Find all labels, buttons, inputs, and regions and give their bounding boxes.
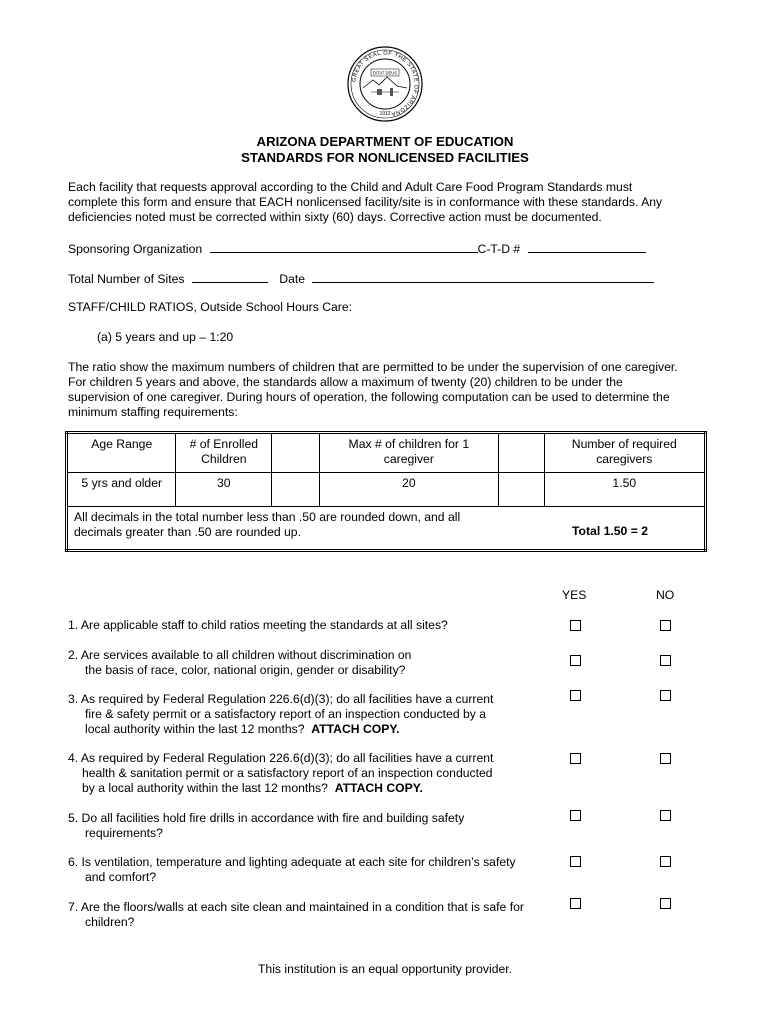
ctd-field[interactable] [528,240,646,253]
cell-blank-2 [498,473,544,507]
page-subtitle: STANDARDS FOR NONLICENSED FACILITIES [241,150,529,165]
q5-no-checkbox[interactable] [660,810,671,821]
q6-no-checkbox[interactable] [660,856,671,867]
q1-no-checkbox[interactable] [660,620,671,631]
q2-no-checkbox[interactable] [660,655,671,666]
sponsoring-org-label: Sponsoring Organization [68,242,203,256]
cell-age: 5 yrs and older [67,473,176,507]
svg-text:GREAT SEAL OF THE STATE OF ARI [351,50,418,116]
ratio-explanation [68,360,708,420]
no-column-header: NO [656,588,675,602]
q2-yes-checkbox[interactable] [570,655,581,666]
q4-no-checkbox[interactable] [660,753,671,764]
question-5: 5. Do all facilities hold fire drills in accordance with fire and building safety requirements? [68,811,465,840]
question-6: 6. Is ventilation, temperature and lighting adequate at each site for children’s safety and comfort? [68,855,516,884]
header-required-caregivers: Number of required caregivers [544,433,705,473]
seal-ring-text: GREAT SEAL OF THE STATE OF ARIZONA [351,50,419,117]
question-2: 2. Are services available to all children without discrimination on the basis of race, color, national origin, gender or disability? [68,648,412,677]
cell-max: 20 [319,473,498,507]
table-row [67,473,706,507]
question-7: 7. Are the floors/walls at each site clean and maintained in a condition that is safe for children? [68,900,524,929]
date-field[interactable] [312,270,654,283]
intro-line-3: deficiencies noted must be corrected within sixty (60) days. Corrective action must be documented. [68,210,602,224]
header-blank-2 [498,433,544,473]
sponsoring-org-row [68,240,646,257]
q7-no-checkbox[interactable] [660,898,671,909]
ctd-label: C-T-D # [477,242,521,256]
explain-line-1: The ratio show the maximum numbers of children that are permitted to be under the supervision of one caregiver. [68,360,678,374]
cell-required: 1.50 [544,473,705,507]
yes-column-header: YES [562,588,587,602]
page-title: ARIZONA DEPARTMENT OF EDUCATION [256,134,514,149]
header-blank-1 [272,433,320,473]
explain-line-4: minimum staffing requirements: [68,405,238,419]
explain-line-2: For children 5 years and above, the standards allow a maximum of twenty (20) children to be under the [68,375,623,389]
sponsoring-org-field[interactable] [210,240,478,253]
sites-date-row [68,270,654,287]
header-max-children: Max # of children for 1 caregiver [319,433,498,473]
total-sites-field[interactable] [192,270,268,283]
seal-year: 1912 [379,111,391,117]
cell-enrolled: 30 [176,473,272,507]
header-enrolled: # of Enrolled Children [176,433,272,473]
ratios-heading: STAFF/CHILD RATIOS, Outside School Hours Care: [68,300,353,314]
q4-yes-checkbox[interactable] [570,753,581,764]
question-1: 1. Are applicable staff to child ratios meeting the standards at all sites? [68,618,448,632]
intro-line-2: complete this form and ensure that EACH nonlicensed facility/site is in conformance with these standards. Any [68,195,663,209]
explain-line-3: supervision of one caregiver. During hours of operation, the following computation can be used to determine the [68,390,670,404]
q6-yes-checkbox[interactable] [570,856,581,867]
question-3: 3. As required by Federal Regulation 226.6(d)(3); do all facilities have a current fire & safety permit or a satisfactory report of an inspection conducted by a local authority within the last 12 months? ATTACH COPY. [68,692,494,736]
total-value: Total 1.50 = 2 [498,507,705,551]
header-age-range: Age Range [67,433,176,473]
staffing-table [65,431,707,552]
intro-line-1: Each facility that requests approval according to the Child and Adult Care Food Program Standards must [68,180,633,194]
table-header-row [67,433,706,473]
date-label: Date [279,272,306,286]
arizona-state-seal [347,46,423,122]
total-sites-label: Total Number of Sites [68,272,185,286]
seal-motto: DITAT DEUS [372,70,398,76]
intro-paragraph [68,180,708,225]
q1-yes-checkbox[interactable] [570,620,581,631]
q5-yes-checkbox[interactable] [570,810,581,821]
q3-yes-checkbox[interactable] [570,690,581,701]
ratio-item-a: (a) 5 years and up – 1:20 [97,330,234,344]
q7-yes-checkbox[interactable] [570,898,581,909]
q3-no-checkbox[interactable] [660,690,671,701]
table-note-row [67,507,706,551]
question-4: 4. As required by Federal Regulation 226.6(d)(3); do all facilities have a current health & sanitation permit or a satisfactory report of an inspection conducted by a local authority within the last 12 months? ATTACH COPY. [68,751,494,795]
rounding-note: All decimals in the total number less than .50 are rounded down, and all decimals greater than .50 are rounded up. [67,507,499,551]
footer-statement: This institution is an equal opportunity provider. [257,962,513,976]
cell-blank-1 [272,473,320,507]
